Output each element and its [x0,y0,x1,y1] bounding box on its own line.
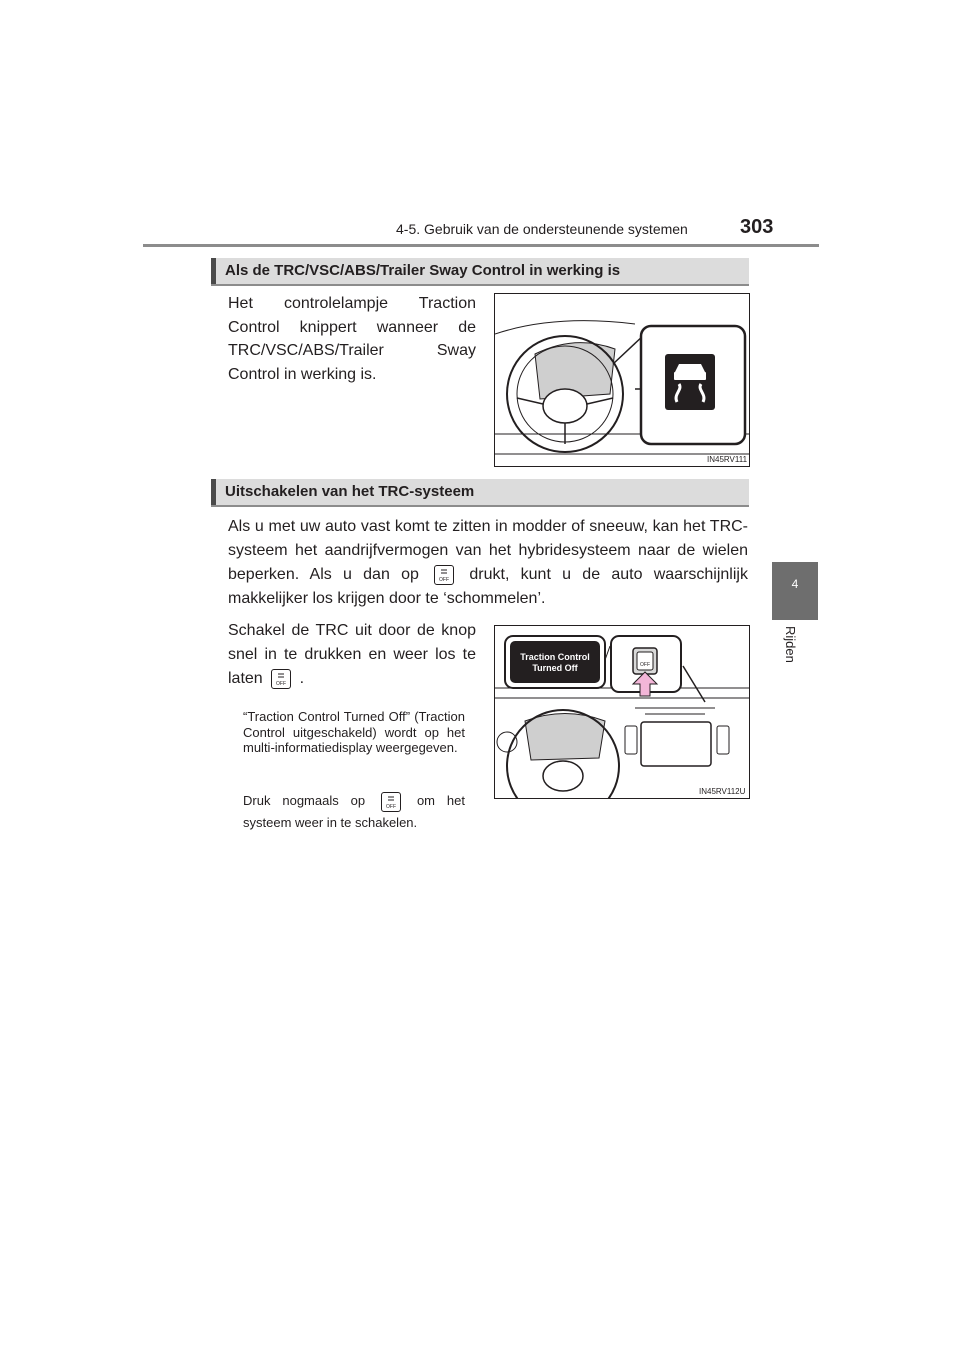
note2-text-1: Druk nogmaals op [243,793,366,808]
svg-text:OFF: OFF [640,662,650,668]
step-paragraph [228,619,476,691]
trc-off-button-icon [381,792,401,812]
intro-paragraph [228,515,748,611]
intro-text-1: Als u met uw auto vast komt te zitten in modder of sneeuw, kan het TRC-systeem het aandrijfvermogen van het hybridesysteem naar de wielen beperken. Als u dan op [228,518,748,583]
dashboard-illustration [495,294,749,466]
section-heading-text: Uitschakelen van het TRC-systeem [225,483,475,500]
note-reenable [243,790,465,834]
trc-off-button-icon [434,565,454,585]
section-heading-trc-active [211,258,749,286]
svg-text:OFF: OFF [276,680,287,687]
section-heading-trc-off [211,479,749,507]
indicator-paragraph: Het controlelampje Traction Control knippert wanneer de TRC/VSC/ABS/Trailer Sway Control in werking is. [228,295,476,383]
display-line-1: Traction Control [520,652,590,662]
display-message [510,652,600,674]
chapter-label: Rijden [783,626,798,663]
page-number: 303 [740,216,774,238]
display-line-2: Turned Off [532,663,578,673]
section-heading-bar [211,479,216,505]
figure-trc-off-button [494,625,750,799]
trc-off-button-icon [271,669,291,689]
figure-code: IN45RV111 [707,455,748,464]
intro-text-2: drukt, kunt u de auto waarschijnlijk makkelijker los krijgen door te ‘schommelen’. [228,566,748,607]
svg-text:OFF: OFF [386,803,397,810]
chapter-tab [772,562,818,620]
section-heading-text: Als de TRC/VSC/ABS/Trailer Sway Control in werking is [225,262,621,279]
chapter-number: 4 [791,577,799,591]
note2-text-2: om het systeem weer in te schakelen. [243,793,465,830]
header-rule [143,244,819,247]
note-display-message: “Traction Control Turned Off” (Traction Control uitgeschakeld) wordt op het multi-informatiedisplay weergegeven. [243,709,465,755]
running-header: 4-5. Gebruik van de ondersteunende systemen [396,221,688,237]
figure-indicator-light [494,293,750,467]
svg-text:OFF: OFF [439,576,450,583]
figure-code: IN45RV112U [699,787,746,796]
step-text-2: . [299,670,305,687]
section-heading-bar [211,258,216,284]
step-text-1: Schakel de TRC uit door de knop snel in te drukken en weer los te laten [228,622,476,687]
